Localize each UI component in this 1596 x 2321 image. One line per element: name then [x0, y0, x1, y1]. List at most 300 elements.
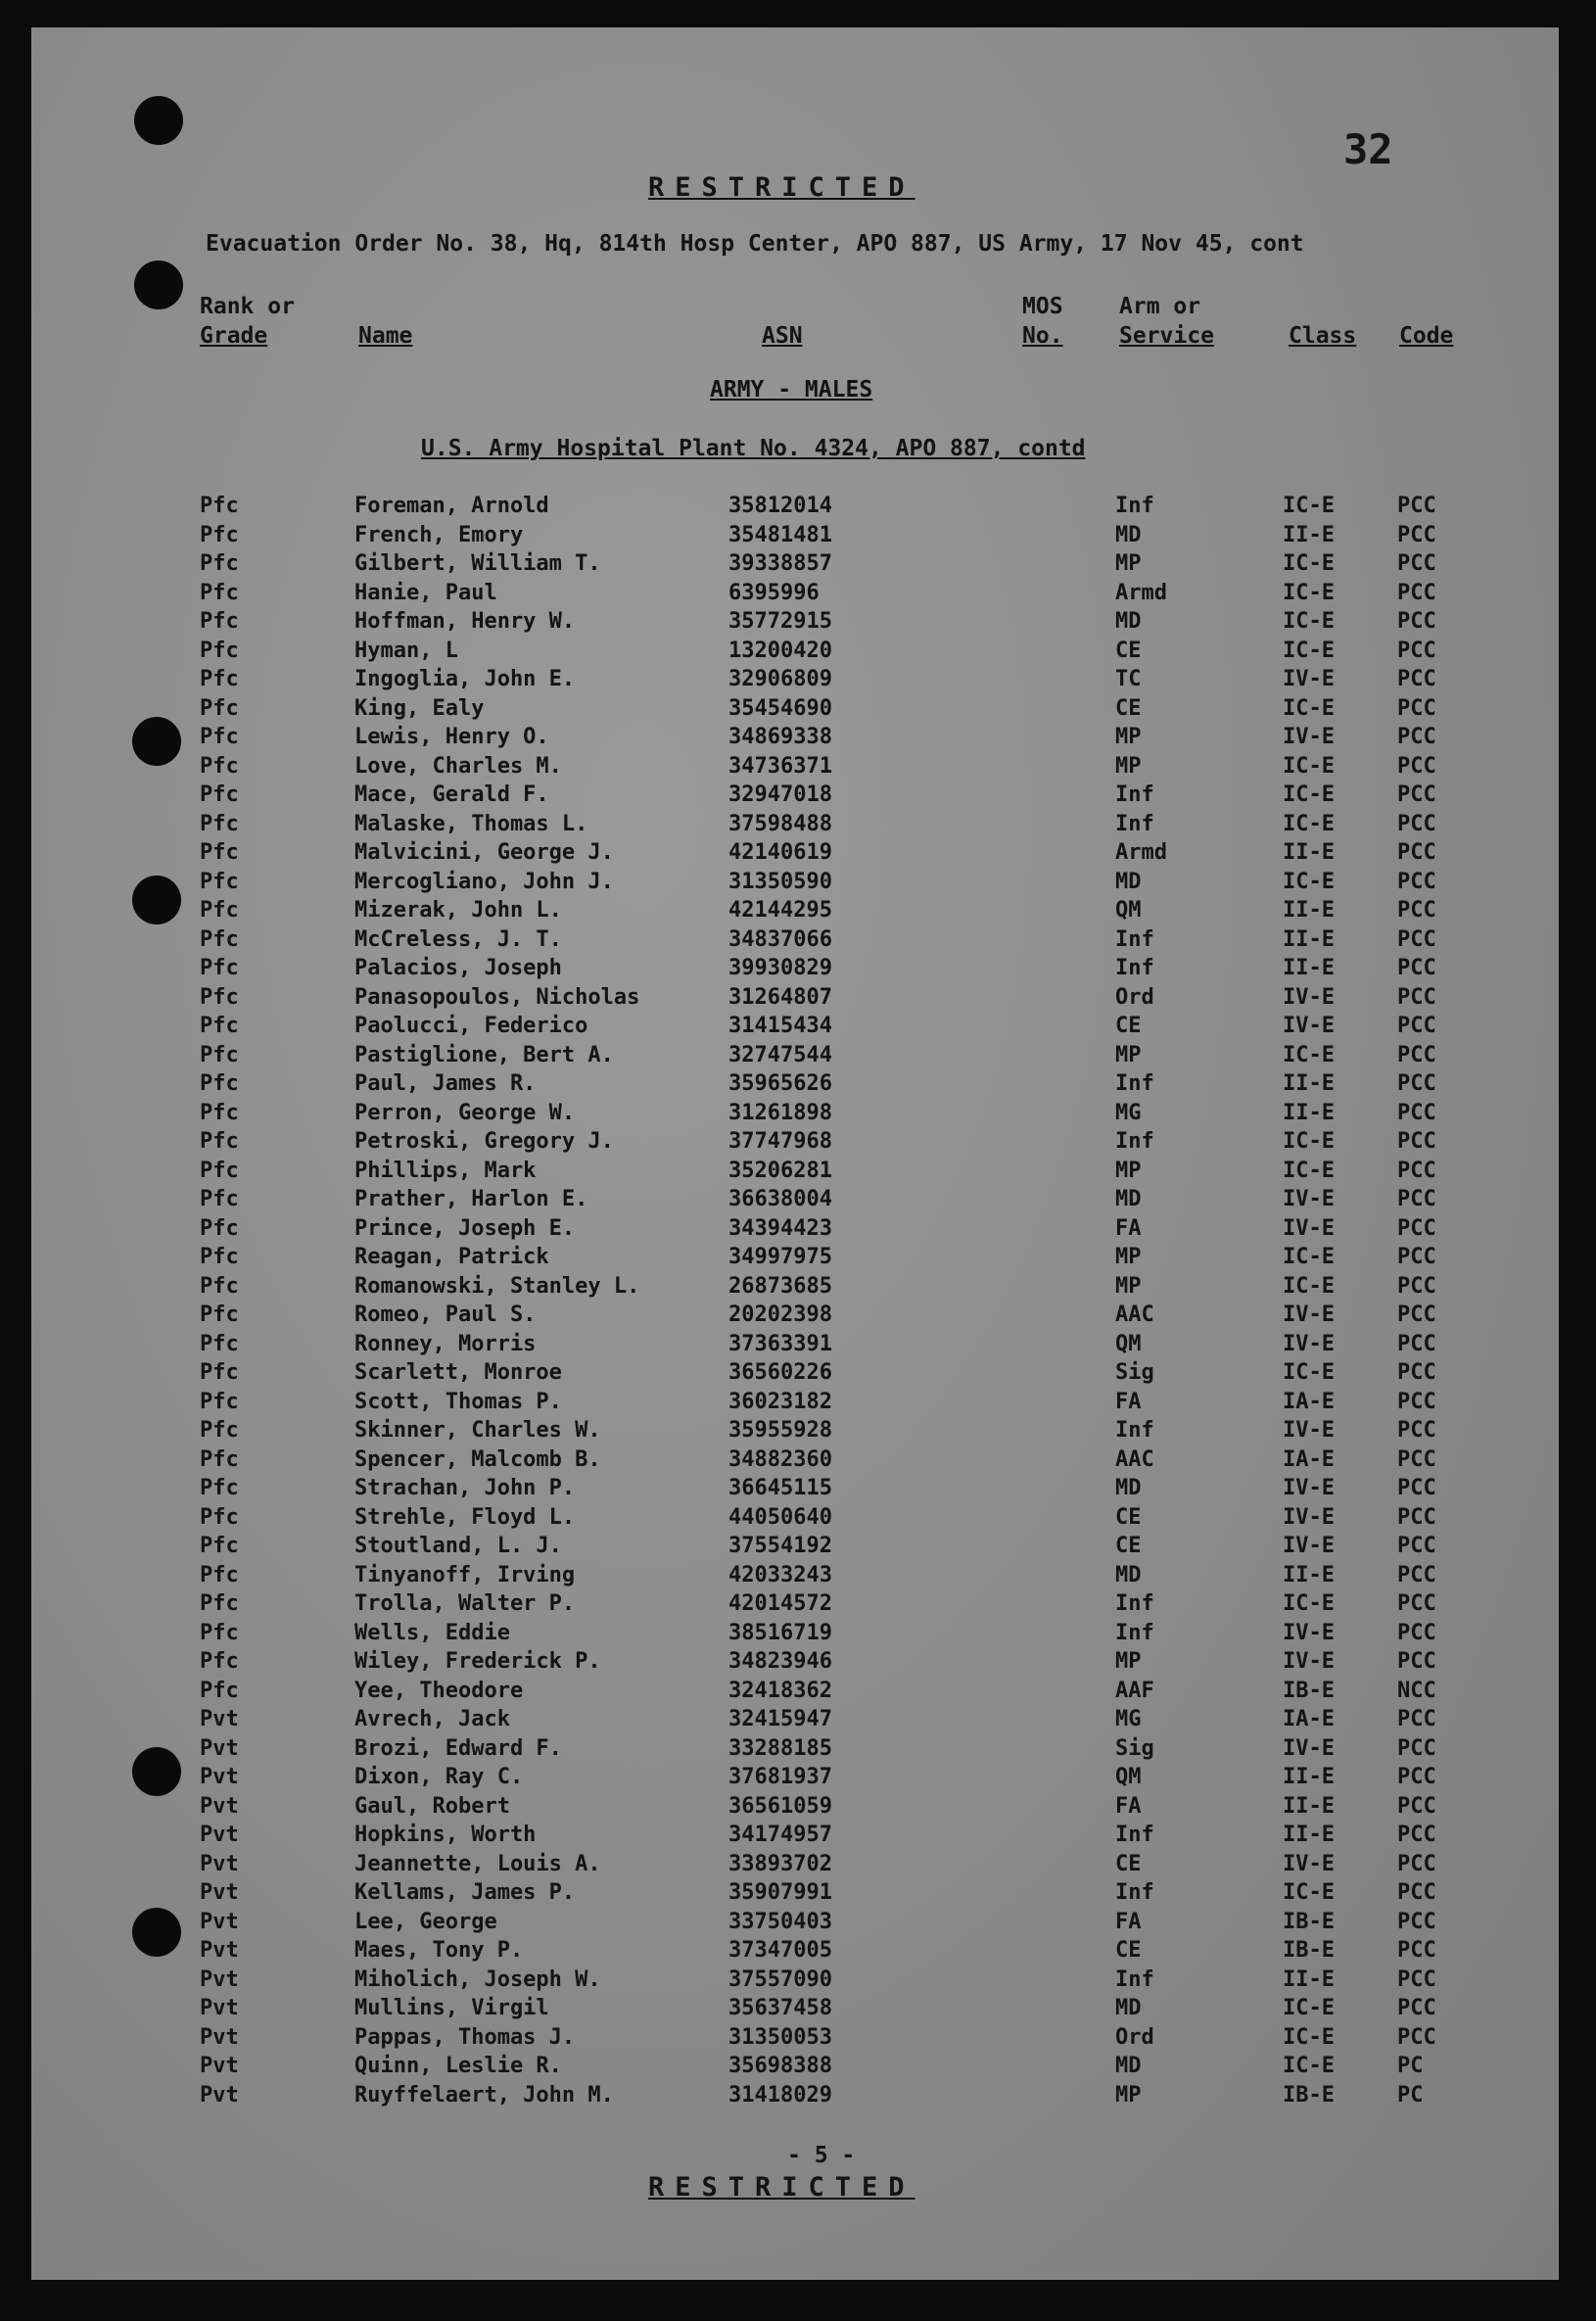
rank-cell: Pvt [200, 1765, 239, 1789]
arm-cell: FA [1115, 1793, 1142, 1819]
asn-cell: 35812014 [728, 494, 832, 518]
class-cell: IC-E [1283, 1042, 1335, 1067]
class-cell: IA-E [1283, 1389, 1335, 1414]
name-cell: Malvicini, George J. [354, 840, 614, 865]
name-cell: Foreman, Arnold [354, 494, 549, 518]
class-cell: IC-E [1283, 1129, 1335, 1154]
name-cell: Kellams, James P. [354, 1880, 576, 1905]
code-cell: PCC [1397, 1562, 1436, 1587]
table-row [31, 1043, 1559, 1072]
table-row [31, 2054, 1559, 2083]
header-arm: Arm or Service [1119, 294, 1214, 349]
arm-cell: MP [1115, 2082, 1142, 2108]
code-cell: PCC [1397, 1504, 1436, 1530]
class-cell: IB-E [1283, 1909, 1335, 1934]
asn-cell: 32418362 [728, 1678, 832, 1703]
asn-cell: 36638004 [728, 1187, 832, 1211]
name-cell: Yee, Theodore [354, 1678, 524, 1703]
rank-cell: Pfc [200, 1303, 239, 1327]
arm-cell: Armd [1115, 840, 1167, 865]
class-cell: IV-E [1283, 1735, 1335, 1761]
arm-cell: AAC [1115, 1446, 1154, 1472]
name-cell: Hyman, L [354, 638, 458, 663]
asn-cell: 33750403 [728, 1909, 832, 1934]
table-row [31, 927, 1559, 957]
table-row [31, 898, 1559, 927]
code-cell: PC [1397, 2054, 1424, 2078]
rank-cell: Pfc [200, 1273, 239, 1299]
name-cell: Pappas, Thomas J. [354, 2024, 576, 2050]
code-cell: PCC [1397, 1245, 1436, 1269]
name-cell: Gilbert, William T. [354, 551, 601, 576]
rank-cell: Pfc [200, 1360, 239, 1385]
class-cell: IV-E [1283, 1187, 1335, 1211]
rank-cell: Pfc [200, 725, 239, 749]
name-cell: King, Ealy [354, 695, 485, 721]
class-cell: IC-E [1283, 695, 1335, 721]
name-cell: French, Emory [354, 522, 524, 547]
header-asn: ASN [762, 323, 803, 349]
class-cell: II-E [1283, 1793, 1335, 1819]
asn-cell: 32906809 [728, 667, 832, 691]
asn-cell: 31415434 [728, 1014, 832, 1038]
arm-cell: MP [1115, 753, 1142, 779]
document-page [31, 27, 1559, 2280]
asn-cell: 26873685 [728, 1273, 832, 1299]
name-cell: Ruyffelaert, John M. [354, 2082, 614, 2108]
rank-cell: Pfc [200, 1215, 239, 1241]
class-cell: II-E [1283, 1966, 1335, 1992]
table-row [31, 609, 1559, 639]
asn-cell: 35965626 [728, 1071, 832, 1096]
class-cell: IC-E [1283, 494, 1335, 518]
table-row [31, 1534, 1559, 1563]
asn-cell: 37554192 [728, 1534, 832, 1558]
arm-cell: MG [1115, 1100, 1142, 1125]
asn-cell: 33288185 [728, 1735, 832, 1761]
arm-cell: Ord [1115, 2024, 1154, 2050]
arm-cell: MP [1115, 1245, 1142, 1269]
name-cell: Miholich, Joseph W. [354, 1966, 601, 1992]
table-row [31, 1505, 1559, 1535]
name-cell: Ronney, Morris [354, 1331, 537, 1356]
asn-cell: 32947018 [728, 782, 832, 807]
table-row [31, 870, 1559, 899]
class-cell: IC-E [1283, 580, 1335, 605]
class-cell: IC-E [1283, 2024, 1335, 2050]
asn-cell: 13200420 [728, 638, 832, 663]
arm-cell: CE [1115, 638, 1142, 663]
arm-cell: Inf [1115, 1880, 1154, 1905]
class-cell: II-E [1283, 1100, 1335, 1125]
name-cell: Romanowski, Stanley L. [354, 1273, 640, 1299]
code-cell: PCC [1397, 1273, 1436, 1299]
table-row [31, 639, 1559, 668]
code-cell: PCC [1397, 1446, 1436, 1472]
punch-hole [134, 261, 183, 309]
code-cell: PCC [1397, 1215, 1436, 1241]
arm-cell: Inf [1115, 494, 1154, 518]
code-cell: PCC [1397, 782, 1436, 807]
code-cell: PCC [1397, 1129, 1436, 1154]
arm-cell: Inf [1115, 782, 1154, 807]
class-cell: IV-E [1283, 1014, 1335, 1038]
table-row [31, 581, 1559, 610]
arm-cell: Sig [1115, 1360, 1154, 1385]
arm-cell: Inf [1115, 1071, 1154, 1096]
table-row [31, 1360, 1559, 1390]
asn-cell: 35481481 [728, 522, 832, 547]
class-cell: IV-E [1283, 984, 1335, 1010]
code-cell: PCC [1397, 811, 1436, 836]
table-row [31, 1880, 1559, 1910]
unit-title: U.S. Army Hospital Plant No. 4324, APO 887, contd [421, 436, 1086, 461]
code-cell: PCC [1397, 695, 1436, 721]
name-cell: Trolla, Walter P. [354, 1591, 576, 1616]
code-cell: PCC [1397, 956, 1436, 980]
arm-cell: Inf [1115, 1129, 1154, 1154]
asn-cell: 44050640 [728, 1504, 832, 1530]
table-row [31, 1216, 1559, 1246]
name-cell: Skinner, Charles W. [354, 1418, 601, 1443]
roster-table [31, 494, 1559, 2111]
rank-cell: Pfc [200, 869, 239, 894]
arm-cell: QM [1115, 1765, 1142, 1789]
asn-cell: 35637458 [728, 1996, 832, 2020]
rank-cell: Pfc [200, 1562, 239, 1587]
order-line: Evacuation Order No. 38, Hq, 814th Hosp Center, APO 887, US Army, 17 Nov 45, cont [206, 231, 1304, 257]
rank-cell: Pfc [200, 811, 239, 836]
code-cell: PCC [1397, 1071, 1436, 1096]
asn-cell: 31418029 [728, 2082, 832, 2108]
name-cell: Strachan, John P. [354, 1476, 576, 1500]
arm-cell: CE [1115, 1851, 1142, 1876]
rank-cell: Pfc [200, 1649, 239, 1674]
arm-cell: MD [1115, 1996, 1142, 2020]
code-cell: PCC [1397, 1303, 1436, 1327]
table-row [31, 754, 1559, 783]
code-cell: PCC [1397, 1591, 1436, 1616]
rank-cell: Pfc [200, 609, 239, 634]
class-cell: IV-E [1283, 725, 1335, 749]
arm-cell: CE [1115, 1938, 1142, 1963]
rank-cell: Pfc [200, 1100, 239, 1125]
name-cell: Prince, Joseph E. [354, 1215, 576, 1241]
name-cell: Mullins, Virgil [354, 1996, 549, 2020]
rank-cell: Pfc [200, 580, 239, 605]
asn-cell: 35698388 [728, 2054, 832, 2078]
rank-cell: Pvt [200, 2024, 239, 2050]
header-rank: Rank or Grade [200, 294, 295, 349]
arm-cell: MP [1115, 1273, 1142, 1299]
arm-cell: MD [1115, 2054, 1142, 2078]
class-cell: II-E [1283, 522, 1335, 547]
punch-hole [134, 96, 183, 145]
rank-cell: Pfc [200, 1129, 239, 1154]
code-cell: PCC [1397, 1823, 1436, 1847]
rank-cell: Pfc [200, 984, 239, 1010]
arm-cell: Inf [1115, 1966, 1154, 1992]
asn-cell: 31350590 [728, 869, 832, 894]
rank-cell: Pvt [200, 1880, 239, 1905]
table-row [31, 551, 1559, 581]
code-cell: PCC [1397, 1014, 1436, 1038]
rank-cell: Pfc [200, 1418, 239, 1443]
rank-cell: Pfc [200, 1504, 239, 1530]
table-row [31, 1765, 1559, 1794]
code-cell: PCC [1397, 638, 1436, 663]
asn-cell: 32747544 [728, 1042, 832, 1067]
class-cell: IC-E [1283, 1996, 1335, 2020]
table-row [31, 1794, 1559, 1824]
rank-cell: Pvt [200, 1707, 239, 1731]
table-row [31, 1823, 1559, 1852]
name-cell: Paolucci, Federico [354, 1014, 588, 1038]
name-cell: Ingoglia, John E. [354, 667, 576, 691]
code-cell: PCC [1397, 840, 1436, 865]
name-cell: Avrech, Jack [354, 1707, 510, 1731]
class-cell: IC-E [1283, 869, 1335, 894]
name-cell: Hopkins, Worth [354, 1823, 537, 1847]
class-cell: IC-E [1283, 753, 1335, 779]
classification-header: RESTRICTED [648, 172, 915, 203]
header-mos: MOS No. [1022, 294, 1063, 349]
name-cell: Scarlett, Monroe [354, 1360, 562, 1385]
code-cell: PCC [1397, 1100, 1436, 1125]
table-row [31, 1938, 1559, 1967]
class-cell: IV-E [1283, 1620, 1335, 1645]
asn-cell: 36645115 [728, 1476, 832, 1500]
class-cell: IV-E [1283, 1331, 1335, 1356]
class-cell: IV-E [1283, 1215, 1335, 1241]
code-cell: PCC [1397, 2024, 1436, 2050]
code-cell: PCC [1397, 1938, 1436, 1963]
code-cell: PCC [1397, 1996, 1436, 2020]
table-row [31, 1418, 1559, 1447]
arm-cell: MG [1115, 1707, 1142, 1731]
arm-cell: MP [1115, 725, 1142, 749]
code-cell: PCC [1397, 1765, 1436, 1789]
name-cell: Perron, George W. [354, 1100, 576, 1125]
class-cell: IV-E [1283, 1504, 1335, 1530]
rank-cell: Pfc [200, 1476, 239, 1500]
code-cell: PC [1397, 2082, 1424, 2108]
arm-cell: Inf [1115, 811, 1154, 836]
asn-cell: 33893702 [728, 1851, 832, 1876]
asn-cell: 34736371 [728, 753, 832, 779]
arm-cell: MP [1115, 1158, 1142, 1183]
name-cell: Paul, James R. [354, 1071, 537, 1096]
name-cell: Romeo, Paul S. [354, 1303, 537, 1327]
arm-cell: CE [1115, 1014, 1142, 1038]
rank-cell: Pvt [200, 2054, 239, 2078]
asn-cell: 35907991 [728, 1880, 832, 1905]
asn-cell: 6395996 [728, 580, 820, 605]
rank-cell: Pfc [200, 638, 239, 663]
rank-cell: Pfc [200, 667, 239, 691]
rank-cell: Pfc [200, 1245, 239, 1269]
code-cell: PCC [1397, 1735, 1436, 1761]
section-title: ARMY - MALES [710, 377, 873, 403]
name-cell: Lewis, Henry O. [354, 725, 549, 749]
class-cell: IB-E [1283, 1938, 1335, 1963]
class-cell: II-E [1283, 1823, 1335, 1847]
arm-cell: Inf [1115, 1591, 1154, 1616]
table-row [31, 1129, 1559, 1159]
code-cell: PCC [1397, 667, 1436, 691]
table-row [31, 1910, 1559, 1939]
table-row [31, 1621, 1559, 1650]
class-cell: II-E [1283, 1562, 1335, 1587]
code-cell: PCC [1397, 725, 1436, 749]
code-cell: PCC [1397, 1331, 1436, 1356]
code-cell: PCC [1397, 1966, 1436, 1992]
table-row [31, 1303, 1559, 1332]
arm-cell: TC [1115, 667, 1142, 691]
code-cell: PCC [1397, 753, 1436, 779]
name-cell: Mercogliano, John J. [354, 869, 614, 894]
class-cell: II-E [1283, 898, 1335, 923]
table-row [31, 696, 1559, 726]
asn-cell: 31261898 [728, 1100, 832, 1125]
asn-cell: 34394423 [728, 1215, 832, 1241]
arm-cell: MD [1115, 609, 1142, 634]
arm-cell: Sig [1115, 1735, 1154, 1761]
rank-cell: Pfc [200, 1534, 239, 1558]
code-cell: PCC [1397, 869, 1436, 894]
asn-cell: 36560226 [728, 1360, 832, 1385]
class-cell: IC-E [1283, 1273, 1335, 1299]
arm-cell: AAC [1115, 1303, 1154, 1327]
class-cell: IC-E [1283, 2054, 1335, 2078]
class-cell: IC-E [1283, 551, 1335, 576]
arm-cell: Inf [1115, 926, 1154, 952]
name-cell: Spencer, Malcomb B. [354, 1446, 601, 1472]
code-cell: PCC [1397, 1649, 1436, 1674]
table-row [31, 1390, 1559, 1419]
asn-cell: 37598488 [728, 811, 832, 836]
rank-cell: Pvt [200, 1996, 239, 2020]
rank-cell: Pvt [200, 1938, 239, 1963]
code-cell: PCC [1397, 984, 1436, 1010]
table-row [31, 1101, 1559, 1130]
class-cell: IC-E [1283, 1245, 1335, 1269]
class-cell: IV-E [1283, 1534, 1335, 1558]
table-row [31, 1563, 1559, 1592]
page-number: 32 [1343, 125, 1393, 173]
class-cell: IB-E [1283, 2082, 1335, 2108]
code-cell: PCC [1397, 1534, 1436, 1558]
arm-cell: CE [1115, 695, 1142, 721]
rank-cell: Pfc [200, 782, 239, 807]
header-class: Class [1289, 323, 1357, 349]
asn-cell: 42014572 [728, 1591, 832, 1616]
table-row [31, 1187, 1559, 1216]
code-cell: PCC [1397, 580, 1436, 605]
name-cell: Scott, Thomas P. [354, 1389, 562, 1414]
asn-cell: 34837066 [728, 926, 832, 952]
rank-cell: Pfc [200, 1158, 239, 1183]
table-row [31, 494, 1559, 523]
rank-cell: Pfc [200, 1591, 239, 1616]
table-row [31, 1476, 1559, 1505]
code-cell: PCC [1397, 1360, 1436, 1385]
rank-cell: Pvt [200, 2082, 239, 2108]
asn-cell: 37347005 [728, 1938, 832, 1963]
rank-cell: Pvt [200, 1793, 239, 1819]
name-cell: Panasopoulos, Nicholas [354, 984, 640, 1010]
rank-cell: Pfc [200, 1446, 239, 1472]
name-cell: Phillips, Mark [354, 1158, 537, 1183]
arm-cell: Inf [1115, 1823, 1154, 1847]
class-cell: II-E [1283, 1765, 1335, 1789]
rank-cell: Pfc [200, 1678, 239, 1703]
arm-cell: Inf [1115, 1418, 1154, 1443]
rank-cell: Pfc [200, 551, 239, 576]
header-code: Code [1399, 323, 1454, 349]
footer-page-number: - 5 - [787, 2143, 856, 2168]
table-row [31, 1996, 1559, 2025]
name-cell: McCreless, J. T. [354, 926, 562, 952]
table-row [31, 523, 1559, 552]
arm-cell: MD [1115, 1187, 1142, 1211]
class-cell: IV-E [1283, 1649, 1335, 1674]
rank-cell: Pvt [200, 1851, 239, 1876]
code-cell: NCC [1397, 1678, 1436, 1703]
rank-cell: Pfc [200, 1620, 239, 1645]
name-cell: Palacios, Joseph [354, 956, 562, 980]
name-cell: Brozi, Edward F. [354, 1735, 562, 1761]
code-cell: PCC [1397, 1158, 1436, 1183]
table-row [31, 1679, 1559, 1708]
rank-cell: Pvt [200, 1735, 239, 1761]
table-row [31, 1736, 1559, 1766]
code-cell: PCC [1397, 1880, 1436, 1905]
arm-cell: QM [1115, 898, 1142, 923]
class-cell: IA-E [1283, 1707, 1335, 1731]
table-row [31, 2083, 1559, 2112]
code-cell: PCC [1397, 898, 1436, 923]
asn-cell: 34882360 [728, 1446, 832, 1472]
code-cell: PCC [1397, 1389, 1436, 1414]
code-cell: PCC [1397, 551, 1436, 576]
table-row [31, 1159, 1559, 1188]
rank-cell: Pfc [200, 1187, 239, 1211]
table-row [31, 840, 1559, 870]
table-row [31, 1447, 1559, 1477]
asn-cell: 37557090 [728, 1966, 832, 1992]
rank-cell: Pfc [200, 898, 239, 923]
name-cell: Hanie, Paul [354, 580, 497, 605]
name-cell: Petroski, Gregory J. [354, 1129, 614, 1154]
arm-cell: MD [1115, 869, 1142, 894]
name-cell: Tinyanoff, Irving [354, 1562, 576, 1587]
class-cell: II-E [1283, 926, 1335, 952]
class-cell: IA-E [1283, 1446, 1335, 1472]
rank-cell: Pfc [200, 1042, 239, 1067]
arm-cell: MD [1115, 1562, 1142, 1587]
asn-cell: 37363391 [728, 1331, 832, 1356]
name-cell: Mace, Gerald F. [354, 782, 549, 807]
asn-cell: 39930829 [728, 956, 832, 980]
asn-cell: 34869338 [728, 725, 832, 749]
asn-cell: 35206281 [728, 1158, 832, 1183]
name-cell: Mizerak, John L. [354, 898, 562, 923]
code-cell: PCC [1397, 1620, 1436, 1645]
class-cell: IC-E [1283, 1360, 1335, 1385]
asn-cell: 34997975 [728, 1245, 832, 1269]
arm-cell: MD [1115, 522, 1142, 547]
